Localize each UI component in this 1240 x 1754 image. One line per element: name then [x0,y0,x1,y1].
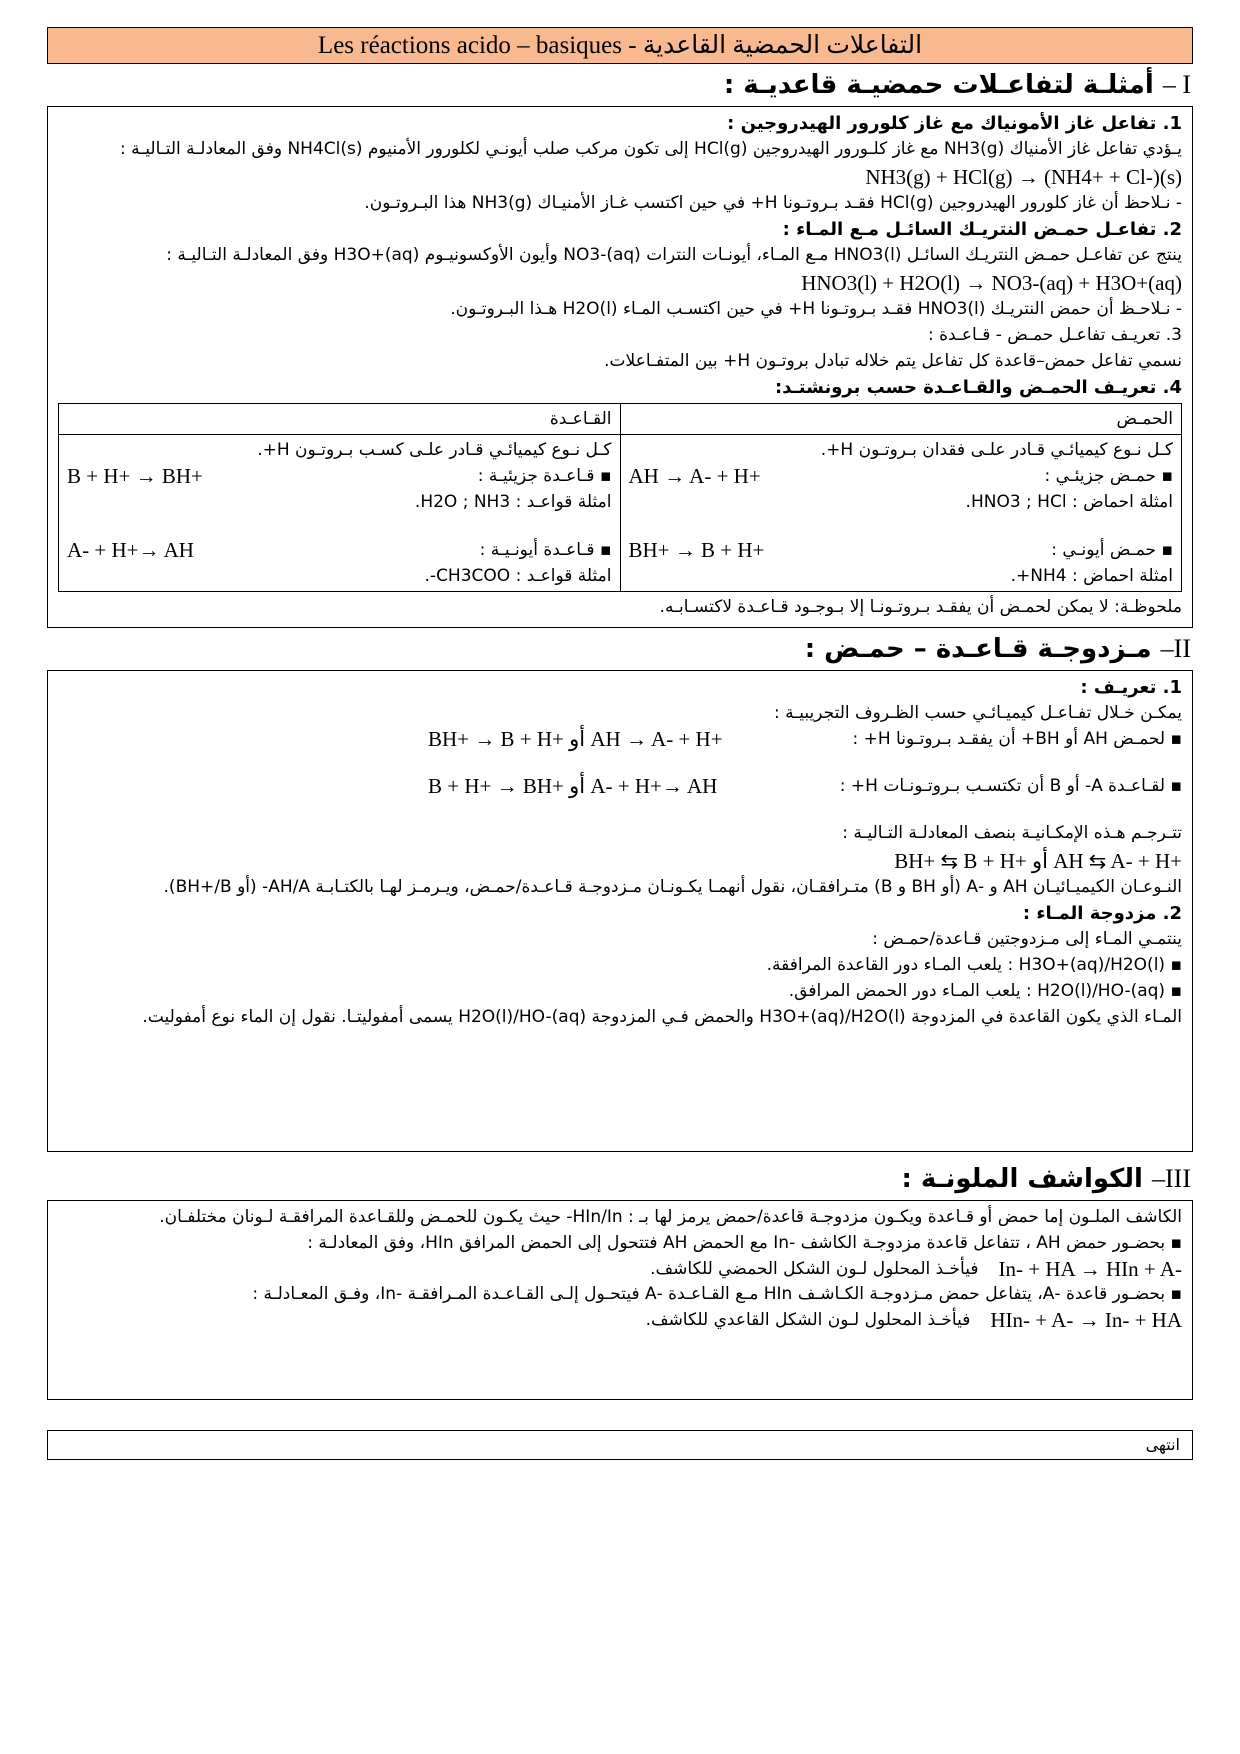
section-2-heading [47,628,1193,670]
document-page [47,27,1193,1460]
acid-molecular-row [629,463,1174,489]
acid-loss-equations: BH+ → B + H+ أو AH → A- + H+ [428,727,723,751]
s2-note: - نـلاحـظ أن حمض النتريـك HNO3(l) فقـد بـروتـونا H+ في حين اكتسـب المـاء H2O(l) هـذا البـروتـون. [450,299,1182,319]
s1-subtitle: 1. تفاعل غاز الأمونياك مع غاز كلورور الهيدروجين : [727,113,1182,134]
section-1-title: أمثلـة لتفاعـلات حمضيـة قاعديـة : [723,70,1154,100]
conjugate-pair-text: النـوعـان الكيميـائيـان AH و -A (أو BH و B) متـرافقـان، نقول أنهمـا يكـونـان مـزدوجـة قـاعـدة/حمـض، ويـرمـز لهـا بالكتـابـة AH/A- (أو BH+/B). [163,877,1182,897]
indicator-intro: الكاشف الملـون إما حمض أو قـاعدة ويكـون مزدوجـة قاعدة/حمض يرمز لها بـ : HIn/In- حيث يكـون للحمـض وللقـاعدة المرافقـة لـونان مختلفـان. [159,1207,1182,1227]
acid-definition: كـل نـوع كيميائـي قـادر علـى فقدان بـروتـون H+. [820,440,1173,460]
section-2-box [47,670,1193,1152]
half-equation-intro: تتـرجـم هـذه الإمكـانيـة بنصف المعادلـة التـاليـة : [842,823,1182,843]
s1-text: يـؤدي تفاعل غاز الأمنياك NH3(g) مع غاز كلـورور الهيدروجين HCl(g) إلى تكون مركب صلب أيونـي لكلورور الأمنيوم NH4Cl(s) وفق المعادلـة التـاليـة : [120,139,1182,159]
s2-equation: HNO3(l) + H2O(l) → NO3-(aq) + H3O+(aq) [801,271,1182,295]
section-1-number: I – [1162,70,1191,99]
acid-ionic-equation: BH+ → B + H+ [628,538,765,562]
s2-text: ينتج عن تفاعـل حمـض النتريـك السائـل HNO3(l) مـع المـاء، أيونـات النترات NO3-(aq) وأيون الأوكسونيـوم H3O+(aq) وفق المعادلـة التـاليـة : [166,245,1182,265]
base-gain-row [58,774,1182,799]
base-molecular-equation: B + H+ → BH+ [67,464,203,488]
remark: ملحوظـة: لا يمكن لحمـض أن يفقـد بـروتـونـا إلا بـوجـود قـاعـدة لاكتسـابـه. [659,597,1182,617]
water-pair-subtitle: 2. مزدوجة المـاء : [1022,903,1182,924]
water-pair-bullet-2: ▪ H2O(l)/HO-(aq) : يلعب المـاء دور الحمض المرافق. [58,979,1182,1005]
base-gain-equations: B + H+ → BH+ أو A- + H+→ AH [428,774,718,798]
acid-ionic-label: ▪ حمـض أيونـي : [1051,537,1173,563]
acid-molecular-equation: AH → A- + H+ [628,464,761,488]
section-3-heading [47,1158,1193,1200]
indicator-base-equation: HIn- + A- → In- + HA [990,1308,1182,1332]
indicator-base-bullet: ▪ بحضـور قاعدة -A، يتفاعل حمض مـزدوجـة الكـاشـف HIn مـع القـاعـدة -A فيتحـول إلـى القـاعـدة المـرافقـة -In، وفـق المعـادلـة : [58,1282,1182,1308]
s4-subtitle: 4. تعريـف الحمـض والقـاعـدة حسب برونشتـد: [775,377,1182,398]
indicator-acid-bullet: ▪ بحضـور حمض AH ، تتفاعل قاعدة مزدوجـة الكاشف -In مع الحمض AH فتتحول إلى الحمض المرافق HIn، وفق المعادلـة : [58,1231,1182,1257]
base-molecular-examples: امثلة قواعـد : H2O ; NH3. [414,492,612,512]
indicator-acid-result: فيأخـذ المحلول لـون الشكل الحمضي للكاشف. [650,1259,979,1279]
acid-molecular-examples: امثلة احماض : HNO3 ; HCl. [965,492,1173,512]
ampholyte-text: المـاء الذي يكون القاعدة في المزدوجة H3O+(aq)/H2O(l) والحمض فـي المزدوجة H2O(l)/HO-(aq) يسمى أمفوليتـا. نقول إن الماء نوع أمفوليت. [142,1007,1182,1027]
indicator-base-result: فيأخـذ المحلول لـون الشكل القاعدي للكاشف. [645,1310,971,1330]
acid-base-table [58,403,1182,592]
base-ionic-examples: امثلة قواعـد : CH3COO-. [424,566,612,586]
water-pair-intro: ينتمـي المـاء إلى مـزدوجتين قـاعدة/حمـض : [872,929,1182,949]
definition-intro: يمكـن خـلال تفـاعـل كيميـائـي حسب الظـروف التجريبيـة : [774,703,1182,723]
base-header: القـاعـدة [59,404,621,435]
acid-loss-row [58,727,1182,752]
indicator-acid-row [58,1257,1182,1282]
base-cell [59,435,621,592]
acid-header: الحمـض [620,404,1182,435]
acid-cell [620,435,1182,592]
acid-molecular-label: ▪ حمـض جزيئـي : [1044,463,1173,489]
definition-subtitle: 1. تعريـف : [1080,677,1182,698]
section-2-number: II– [1160,634,1191,663]
s3-subtitle: 3. تعريـف تفاعـل حمـض - قـاعـدة : [927,325,1182,345]
indicator-acid-equation: In- + HA → HIn + A- [998,1257,1182,1281]
s1-equation: NH3(g) + HCl(g) → (NH4+ + Cl-)(s) [865,165,1182,189]
acid-ionic-examples: امثلة احماض : NH4+. [1010,566,1173,586]
end-label: انتهى [47,1430,1193,1460]
page-title: Les réactions acido – basiques - التفاعلات الحمضية القاعدية [47,27,1193,64]
base-definition: كـل نـوع كيميائـي قـادر علـى كسـب بـروتـون H+. [257,440,612,460]
s1-note: - نـلاحظ أن غاز كلورور الهيدروجين HCl(g) فقـد بـروتـونا H+ في حين اكتسب غـاز الأمنيـاك NH3(g) هذا البـروتـون. [364,193,1182,213]
base-molecular-row [67,463,612,489]
acid-ionic-row [629,537,1174,563]
base-molecular-label: ▪ قـاعـدة جزيئيـة : [478,463,612,489]
base-ionic-equation: A- + H+→ AH [67,538,194,562]
base-ionic-label: ▪ قـاعـدة أيونـيـة : [480,537,612,563]
section-3-title: الكواشف الملونـة : [901,1164,1143,1194]
section-1-box [47,106,1193,628]
s3-text: نسمي تفاعل حمض–قاعدة كل تفاعل يتم خلاله تبادل بروتـون H+ بين المتفـاعلات. [604,351,1182,371]
section-3-number: III– [1152,1164,1191,1193]
section-3-box [47,1200,1193,1400]
half-equations: BH+ ⇆ B + H+ أو AH ⇆ A- + H+ [894,849,1182,873]
base-gain-text: ▪ لقـاعـدة A- أو B أن تكتسـب بـروتـونـات H+ : [840,774,1182,799]
base-ionic-row [67,537,612,563]
section-2-title: مـزدوجـة قـاعـدة – حمـض : [804,634,1152,664]
s2-subtitle: 2. تفاعـل حمـض النتريـك السائـل مـع المـاء : [782,219,1182,240]
section-1-heading [47,64,1193,106]
acid-loss-text: ▪ لحمـض AH أو BH+ أن يفقـد بـروتـونا H+ : [852,727,1182,752]
indicator-base-row [58,1308,1182,1333]
water-pair-bullet-1: ▪ H3O+(aq)/H2O(l) : يلعب المـاء دور القاعدة المرافقة. [58,953,1182,979]
